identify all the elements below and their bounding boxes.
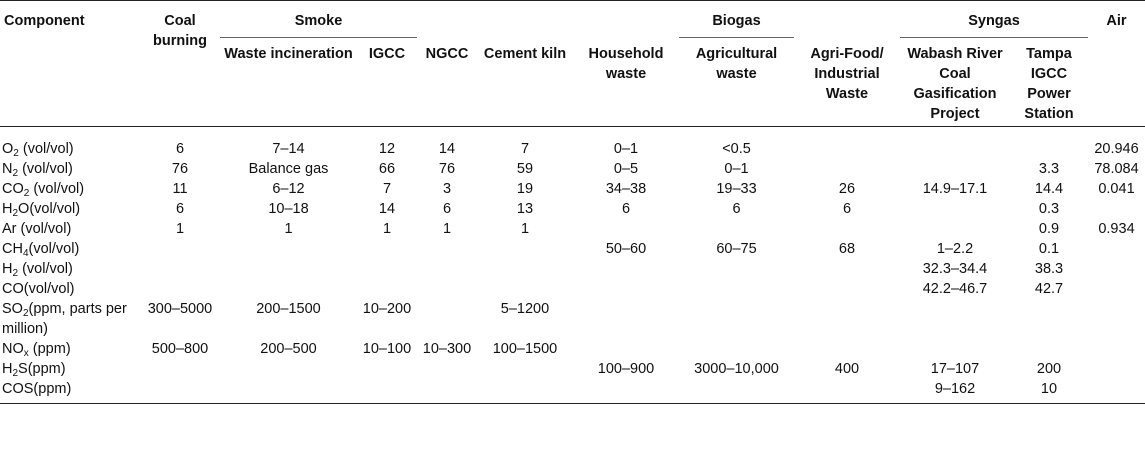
- table-cell: 400: [834, 361, 860, 377]
- table-cell: 13: [516, 201, 534, 217]
- row-label-rest: (vol/vol): [18, 161, 73, 177]
- table-cell: [477, 279, 573, 299]
- header-wabash-river: Wabash River Coal Gasification Project: [907, 46, 1003, 122]
- table-cell: 6: [175, 141, 185, 157]
- row-label-subscript: 4: [22, 248, 29, 259]
- table-cell: 6–12: [272, 181, 305, 197]
- table-cell: 10–100: [362, 341, 412, 357]
- row-label: [0, 359, 140, 379]
- row-label-main: H: [2, 361, 13, 377]
- table-cell: [573, 279, 679, 299]
- table-cell: <0.5: [722, 141, 751, 157]
- row-label-rest: (vol/vol): [29, 181, 85, 197]
- table-cell: 200: [1036, 361, 1062, 377]
- table-cell: 200–500: [260, 341, 317, 357]
- table-cell: 500–800: [151, 341, 209, 357]
- table-cell: [900, 159, 1010, 179]
- table-cell: 76: [171, 161, 189, 177]
- table-cell: [794, 279, 900, 299]
- table-row: [0, 379, 1145, 404]
- table-cell: 1: [382, 221, 392, 237]
- table-cell: [220, 359, 357, 379]
- table-cell: [140, 239, 220, 259]
- table-row: [0, 259, 1145, 279]
- table-cell: [357, 279, 417, 299]
- table-cell: 10–18: [268, 201, 309, 217]
- header-igcc: IGCC: [368, 46, 406, 62]
- table-cell: 7–14: [272, 141, 305, 157]
- table-cell: [900, 219, 1010, 239]
- table-cell: 26: [838, 181, 856, 197]
- table-cell: [1088, 199, 1145, 219]
- table-cell: [900, 199, 1010, 219]
- header-component: Component: [0, 1, 140, 125]
- table-cell: [417, 359, 477, 379]
- table-cell: [140, 379, 220, 404]
- row-label: [0, 279, 140, 299]
- header-row-groups: [0, 1, 1145, 38]
- table-cell: [140, 259, 220, 279]
- table-cell: 42.7: [1034, 281, 1064, 297]
- table-row: [0, 199, 1145, 219]
- table-cell: [573, 379, 679, 404]
- table-cell: 3000–10,000: [694, 361, 779, 377]
- table-cell: [220, 239, 357, 259]
- header-agricultural-waste: Agricultural waste: [695, 46, 778, 82]
- table-cell: [794, 127, 900, 160]
- table-cell: [679, 219, 794, 239]
- table-row: [0, 159, 1145, 179]
- table-cell: 50–60: [605, 241, 647, 257]
- table-cell: 0–1: [724, 161, 749, 177]
- table-cell: [1088, 259, 1145, 279]
- table-cell: [1010, 299, 1088, 339]
- row-label-main: CO(vol/vol): [2, 281, 75, 297]
- table-cell: 42.2–46.7: [922, 281, 988, 297]
- row-label-main: Ar (vol/vol): [2, 221, 72, 237]
- header-group-biogas: Biogas: [679, 1, 794, 38]
- table-cell: 10–300: [422, 341, 472, 357]
- table-cell: [220, 259, 357, 279]
- table-cell: [1088, 279, 1145, 299]
- row-label: [0, 239, 140, 259]
- table-cell: [477, 379, 573, 404]
- table-cell: [679, 379, 794, 404]
- row-label-rest: S(ppm): [18, 361, 66, 377]
- table-cell: 0–5: [613, 161, 639, 177]
- table-cell: [900, 339, 1010, 359]
- table-cell: 76: [438, 161, 456, 177]
- table-cell: 19–33: [716, 181, 757, 197]
- row-label: [0, 259, 140, 279]
- row-label-rest: (ppm, parts per million): [2, 301, 127, 337]
- row-label-subscript: 2: [22, 308, 29, 319]
- table-cell: 1: [442, 221, 452, 237]
- header-tampa-igcc: Tampa IGCC Power Station: [1024, 46, 1074, 122]
- table-row: [0, 239, 1145, 259]
- table-cell: 14.9–17.1: [922, 181, 988, 197]
- table-row: [0, 219, 1145, 239]
- table-cell: [573, 219, 679, 239]
- row-label-main: CH: [2, 241, 23, 257]
- header-agri-food-industrial-waste: Agri-Food/ Industrial Waste: [810, 45, 884, 102]
- table-cell: 14.4: [1034, 181, 1064, 197]
- table-cell: 60–75: [716, 241, 757, 257]
- table-cell: [794, 299, 900, 339]
- table-row: [0, 127, 1145, 160]
- row-label: [0, 127, 140, 160]
- row-label: [0, 219, 140, 239]
- row-label-subscript: 2: [12, 268, 19, 279]
- row-label: [0, 379, 140, 404]
- row-label-main: O: [2, 141, 14, 157]
- table-cell: 7: [520, 141, 530, 157]
- header-household-waste: Household waste: [588, 45, 664, 82]
- table-cell: [417, 239, 477, 259]
- table-cell: 20.946: [1094, 141, 1139, 157]
- table-cell: [794, 339, 900, 359]
- table-cell: 0–1: [613, 141, 639, 157]
- table-cell: 100–900: [597, 361, 655, 377]
- table-cell: [573, 259, 679, 279]
- header-air: Air: [1088, 1, 1145, 125]
- table-cell: 68: [838, 241, 856, 257]
- table-cell: [794, 379, 900, 404]
- table-cell: 1: [175, 221, 185, 237]
- table-cell: 17–107: [930, 361, 980, 377]
- table-row: [0, 179, 1145, 199]
- table-cell: 6: [175, 201, 185, 217]
- table-cell: [140, 359, 220, 379]
- row-label-main: H: [2, 261, 13, 277]
- table-cell: 59: [516, 161, 534, 177]
- row-label: [0, 339, 140, 359]
- table-cell: 12: [378, 141, 396, 157]
- row-label: [0, 199, 140, 219]
- table-cell: [1010, 127, 1088, 160]
- table-cell: 0.1: [1038, 241, 1060, 257]
- row-label-subscript: 2: [23, 188, 30, 199]
- table-cell: [573, 299, 679, 339]
- table-cell: 6: [732, 201, 741, 217]
- table-cell: [1088, 379, 1145, 404]
- table-cell: 3.3: [1038, 161, 1060, 177]
- table-cell: Balance gas: [248, 161, 329, 177]
- table-cell: 200–1500: [256, 301, 321, 317]
- table-cell: 66: [378, 161, 396, 177]
- table-cell: 10–200: [362, 301, 412, 317]
- table-cell: [679, 299, 794, 339]
- table-row: [0, 359, 1145, 379]
- header-ngcc: NGCC: [425, 45, 469, 62]
- table-cell: [417, 279, 477, 299]
- table-cell: [1088, 299, 1145, 339]
- table-cell: [900, 299, 1010, 339]
- table-cell: 14: [378, 201, 396, 217]
- row-label: [0, 179, 140, 199]
- row-label-subscript: x: [23, 348, 29, 359]
- table-cell: [477, 239, 573, 259]
- table-cell: 10: [1010, 379, 1088, 404]
- header-group-syngas: Syngas: [900, 1, 1088, 38]
- row-label-rest: (vol/vol): [28, 241, 80, 257]
- table-cell: [794, 259, 900, 279]
- table-cell: [417, 299, 477, 339]
- table-cell: 78.084: [1094, 161, 1139, 177]
- table-cell: 1–2.2: [936, 241, 974, 257]
- table-cell: 14: [438, 141, 456, 157]
- row-label-subscript: 2: [12, 208, 19, 219]
- row-label-rest: (ppm): [28, 341, 71, 357]
- table-cell: [679, 279, 794, 299]
- table-cell: 1: [520, 221, 530, 237]
- table-row: [0, 299, 1145, 339]
- table-cell: 1: [284, 221, 293, 237]
- table-cell: 6: [842, 201, 852, 217]
- row-label-subscript: 2: [12, 168, 19, 179]
- table-cell: 300–5000: [147, 301, 213, 317]
- table-cell: [1088, 359, 1145, 379]
- table-cell: [573, 339, 679, 359]
- table-cell: 9–162: [900, 379, 1010, 404]
- row-label-main: NO: [2, 341, 24, 357]
- table-cell: 0.934: [1098, 221, 1135, 237]
- table-cell: [357, 259, 417, 279]
- row-label-rest: (vol/vol): [18, 261, 73, 277]
- table-cell: 0.3: [1038, 201, 1060, 217]
- table-cell: [357, 379, 417, 404]
- table-cell: 32.3–34.4: [922, 261, 988, 277]
- row-label-rest: O(vol/vol): [18, 201, 81, 217]
- header-cement-kiln: Cement kiln: [483, 45, 567, 62]
- header-coal-burning: Coal burning: [140, 1, 220, 125]
- table-cell: 0.041: [1098, 181, 1135, 197]
- table-cell: [357, 359, 417, 379]
- table-cell: 34–38: [605, 181, 647, 197]
- table-cell: [794, 159, 900, 179]
- row-label-main: SO: [2, 301, 23, 317]
- table-cell: [900, 127, 1010, 160]
- table-cell: 7: [382, 181, 392, 197]
- table-cell: [477, 359, 573, 379]
- row-label-main: H: [2, 201, 13, 217]
- table-cell: [1088, 239, 1145, 259]
- table-cell: 100–1500: [492, 341, 558, 357]
- table-row: [0, 339, 1145, 359]
- header-waste-incineration: Waste incineration: [224, 46, 353, 62]
- table-cell: 0.9: [1038, 221, 1060, 237]
- table-cell: 11: [172, 181, 188, 197]
- table-cell: [1088, 339, 1145, 359]
- table-cell: [679, 259, 794, 279]
- table-cell: [477, 259, 573, 279]
- row-label: [0, 159, 140, 179]
- table-row: [0, 279, 1145, 299]
- table-cell: [357, 239, 417, 259]
- table-cell: 3: [442, 181, 452, 197]
- row-label: [0, 299, 140, 339]
- row-label-rest: (vol/vol): [18, 141, 74, 157]
- table-cell: 6: [621, 201, 631, 217]
- row-label-main: N: [2, 161, 13, 177]
- table-cell: 5–1200: [500, 301, 550, 317]
- table-cell: [794, 219, 900, 239]
- row-label-main: CO: [2, 181, 24, 197]
- table-cell: 6: [442, 201, 452, 217]
- row-label-subscript: 2: [12, 368, 19, 379]
- table-cell: 38.3: [1034, 261, 1064, 277]
- table-cell: [140, 279, 220, 299]
- table-cell: [679, 339, 794, 359]
- row-label-main: COS(ppm): [2, 381, 72, 397]
- row-label-subscript: 2: [13, 148, 19, 159]
- header-group-smoke: Smoke: [220, 1, 417, 38]
- table-cell: [1010, 339, 1088, 359]
- table-cell: [220, 379, 357, 404]
- table-cell: [417, 379, 477, 404]
- table-cell: [220, 279, 357, 299]
- table-cell: [417, 259, 477, 279]
- table-cell: 19: [516, 181, 534, 197]
